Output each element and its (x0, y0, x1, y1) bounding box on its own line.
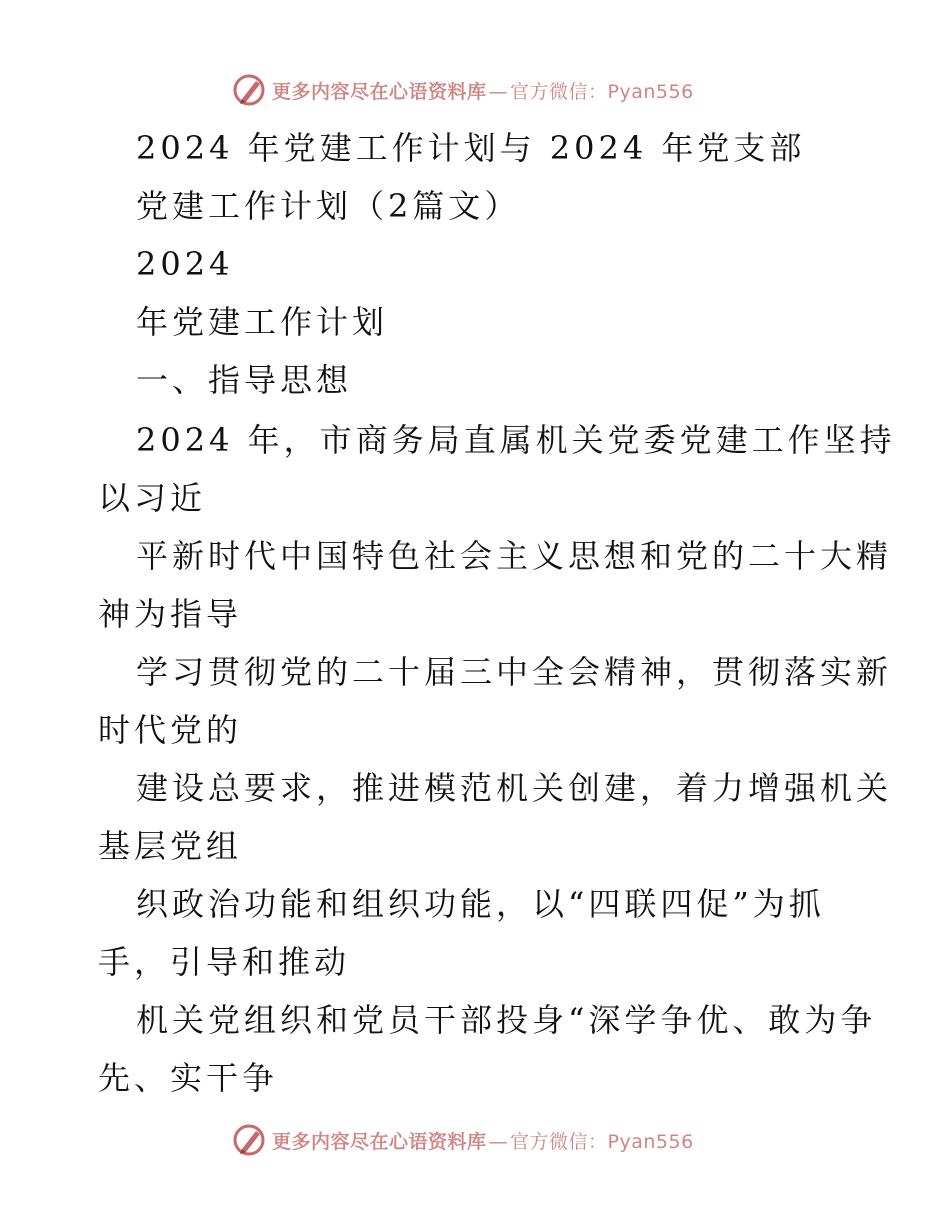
watermark-dash: — (488, 80, 509, 103)
paragraph-line: 以习近 (98, 479, 207, 517)
watermark-dash: — (488, 1130, 509, 1153)
paragraph-line: 基层党组 (98, 827, 243, 865)
pen-logo-icon (232, 72, 268, 108)
pen-logo-icon (232, 1122, 268, 1158)
paragraph-line: 手，引导和推动 (98, 943, 351, 981)
section-heading: 一、指导思想 (136, 361, 353, 399)
paragraph-line: 建设总要求，推进模范机关创建，着力增强机关 (136, 769, 893, 807)
paragraph-line: 神为指导 (98, 595, 243, 633)
watermark-suffix: 官方微信：Pyan556 (510, 1130, 694, 1153)
watermark-suffix: 官方微信：Pyan556 (510, 80, 694, 103)
paragraph-line: 织政治功能和组织功能，以“四联四促”为抓 (136, 885, 825, 923)
paragraph-line: 时代党的 (98, 711, 243, 749)
paragraph-line: 机关党组织和党员干部投身“深学争优、敢为争 (136, 1001, 877, 1039)
watermark-text (272, 1127, 694, 1154)
doc-title-line-1: 2024 年党建工作计划与 2024 年党支部 (136, 129, 806, 167)
watermark-footer (232, 1120, 732, 1160)
doc-subtitle: 年党建工作计划 (136, 303, 389, 341)
paragraph-line: 先、实干争 (98, 1059, 279, 1097)
paragraph-line: 2024 年，市商务局直属机关党委党建工作坚持 (136, 421, 896, 459)
watermark-label: 更多内容尽在心语资料库 (272, 80, 487, 103)
watermark-text (272, 77, 694, 104)
paragraph-line: 学习贯彻党的二十届三中全会精神，贯彻落实新 (136, 653, 893, 691)
doc-title-line-2: 党建工作计划（2篇文） (136, 187, 521, 225)
watermark-header (232, 70, 732, 110)
doc-subtitle-year: 2024 (136, 245, 234, 283)
watermark-label: 更多内容尽在心语资料库 (272, 1130, 487, 1153)
paragraph-line: 平新时代中国特色社会主义思想和党的二十大精 (136, 537, 893, 575)
